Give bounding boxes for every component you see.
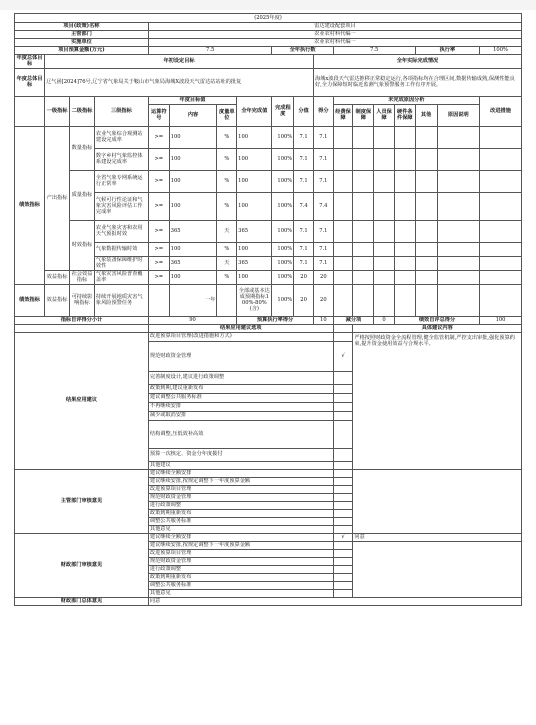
indicator-done: 100 [237,242,272,256]
indicator-op: >= [148,242,169,256]
indicator-score: 7.4 [294,192,314,220]
indicator-op [148,284,169,316]
check-cell [333,509,353,517]
check-cell [333,581,353,589]
dept-value: 农业农村科代编一 [148,31,521,39]
indicator-got: 7.1 [313,242,333,256]
indicator-unit: % [217,270,237,284]
indicator-got: 20 [313,284,333,316]
evaluation-table [14,13,522,606]
apply-option: 完善制度设计,建议进行政策调整 [148,371,333,384]
sub-social: 社会效益指标 [70,270,95,284]
dept-option: 建议继续安排,按规定调整下一年度预算金额 [148,477,333,485]
fin-option: 其他意见 [148,589,333,597]
col-got: 得分 [313,96,333,126]
check-cell [333,411,353,420]
perf-label-2: 绩效指标 [15,284,45,316]
sub-time: 时效指标 [70,220,95,270]
rate-label: 执行率 [415,47,479,55]
dept-option: 进行政策调整 [148,501,333,509]
blank-corner [15,96,45,126]
indicator-score: 7.1 [294,220,314,242]
project-name-label: 项目(政策)名称 [15,23,149,31]
indicator-target: 365 [169,256,217,270]
check-cell [333,393,353,402]
check-cell [333,541,353,549]
indicator-name: 数字乡村气象监控体系建设完成率 [94,148,148,170]
check-cell [333,402,353,411]
apply-option: 政策到期,建议重新发布 [148,384,333,393]
dept-option: 其他意见 [148,525,333,533]
indicator-name: 气候可行性论证和气象灾害风险评估工作完成率 [94,192,148,220]
col-target-group: 年度目标值 [148,96,236,104]
fin-opinion-blank [353,541,522,597]
apply-option: 建议调整公共服务标准 [148,393,333,402]
indicator-done: 100 [237,148,272,170]
final-opinion: 同意 [148,597,521,605]
check-cell [333,477,353,485]
check-cell [333,332,353,341]
goal-row-label: 年度总体目标 [15,55,45,69]
check-cell [333,371,353,384]
dept-review-text [353,469,522,533]
indicator-degree: 100% [272,242,294,256]
indicator-score: 7.1 [294,256,314,270]
indicator-score: 7.1 [294,148,314,170]
apply-option: 不再继续安排 [148,402,333,411]
indicator-target: 100 [169,126,217,148]
results-options-label: 结果应用建议选项 [148,324,333,332]
check-mark: √ [333,341,353,371]
indicator-unit [217,284,237,316]
fin-option: 规范财政资金管理 [148,557,333,565]
total-score: 100 [480,316,522,324]
goal-content-label: 年度总体目标 [15,68,45,96]
apply-option: 减少或取消安排 [148,411,333,420]
col-a3: 人员保障 [374,104,395,126]
indicator-name: 气象数据传输时效 [94,242,148,256]
indicator-target: 365 [169,220,217,242]
self-score-label: 指标自评得分小计 [15,316,149,324]
col-unit: 度量单位 [217,104,237,126]
indicator-degree: 100% [272,284,294,316]
fin-option: 政策到期重新发布 [148,573,333,581]
fin-option: 建议继续全额安排 [148,533,333,541]
indicator-degree: 100% [272,220,294,242]
cat-output: 产出指标 [45,126,70,270]
fin-review-label: 财政部门审核意见 [15,533,149,597]
indicator-target: 100 [169,242,217,256]
indicator-unit: 天 [217,220,237,242]
fin-option: 调整公共服务标准 [148,581,333,589]
indicator-target: 100 [169,192,217,220]
col-score: 分值 [294,96,314,126]
indicator-unit: % [217,170,237,192]
goal-actual-text: 海城x波段天气雷达推移正常稳定运行,各项指标均在合理区间,数据传输成熟,保测性能良好,全力保障短时临近监测气象预警服务工作有序开展。 [313,68,521,96]
indicator-score: 7.1 [294,170,314,192]
indicator-name: 持续开展地质灾害气象风险预警任务 [94,284,148,316]
indicator-target: 一年 [169,284,217,316]
indicator-done: 365 [237,220,272,242]
budget-value: 7.5 [148,47,272,55]
indicator-unit: % [217,192,237,220]
budget-label: 项目预算金额(万元) [15,47,149,55]
fin-option: 进行政策调整 [148,565,333,573]
indicator-got: 20 [313,270,333,284]
exec-label: 全年执行数 [272,47,333,55]
indicator-degree: 100% [272,192,294,220]
indicator-unit: 天 [217,256,237,270]
indicator-unit: % [217,126,237,148]
check-cell [333,525,353,533]
goal-plan-label: 年初设定目标 [45,55,314,69]
col-content: 内容 [169,104,217,126]
indicator-degree: 100% [272,126,294,148]
results-content-label: 具体建议内容 [353,324,522,332]
indicator-op: >= [148,220,169,242]
dept-option: 调整公共服务标准 [148,517,333,525]
col-l2: 二级指标 [70,96,95,126]
cat-benefit: 效益指标 [45,270,70,284]
col-degree: 完成程度 [272,96,294,126]
indicator-done: 全部或基本达成预期指标100%-80%(含) [237,284,272,316]
check-cell [333,485,353,493]
report-year: (2025年度) [15,14,522,23]
col-analysis-group: 未完成原因分析 [333,96,479,104]
perf-label: 绩效指标 [15,126,45,284]
fin-option: 建议继续安排,按规定调整下一年度预算金额 [148,541,333,549]
indicator-got: 7.1 [313,126,333,148]
fin-opinion: 同意 [353,533,522,541]
indicator-got: 7.4 [313,192,333,220]
apply-option: 结构调整,压低效补高效 [148,420,333,448]
check-cell [333,557,353,565]
dept-option: 政策到期重新发布 [148,509,333,517]
indicator-op: >= [148,148,169,170]
dept-option: 建议继续全额安排 [148,469,333,477]
dept-label: 主管部门 [15,31,149,39]
fin-option: 改进预算项目管理 [148,549,333,557]
indicator-score: 7.1 [294,126,314,148]
apply-text: 严格按照财政资金全流程管理,健全监管机制,严控支出审批,强化预算约束,提升资金使用效益与合规水平。 [353,332,522,469]
budget-score: 10 [313,316,333,324]
check-cell [333,493,353,501]
col-a1: 经费保障 [333,104,353,126]
sub-quality: 质量指标 [70,170,95,220]
indicator-done: 100 [237,170,272,192]
col-l3: 三级指标 [94,96,148,126]
indicator-got: 7.1 [313,148,333,170]
check-cell [333,384,353,393]
apply-label: 结果应用建议 [15,332,149,469]
sub-sustain: 可持续影响指标 [70,284,95,316]
check-cell [333,517,353,525]
goal-plan-text: 辽气函[2024]76号,辽宁省气象局关于鞍山市气象局海城X波段天气雷达站站址的批复 [45,68,314,96]
apply-option: 预算一次核定、资金分年度拨付 [148,448,333,461]
deduct-label: 减分项 [333,316,373,324]
total-score-label: 绩效自评总得分 [394,316,479,324]
indicator-done: 365 [237,256,272,270]
indicator-op: >= [148,192,169,220]
apply-option: 规范财政资金管理 [148,341,333,371]
indicator-got: 7.1 [313,220,333,242]
col-a5: 其他 [415,104,437,126]
check-cell [333,420,353,448]
unit-value: 农业农村科代编一 [148,39,521,47]
col-op: 运算符号 [148,104,169,126]
col-done: 全年完成值 [237,96,272,126]
exec-value: 7.5 [333,47,415,55]
final-opinion-label: 财政部门总体意见 [15,597,149,605]
check-cell [333,549,353,557]
indicator-done: 100 [237,126,272,148]
sub-benefit: 效益指标 [45,284,70,316]
check-cell [333,469,353,477]
indicator-op: >= [148,256,169,270]
check-cell [333,573,353,581]
indicator-name: 全省气象专网系统运行正常率 [94,170,148,192]
budget-score-label: 预算执行率得分 [237,316,314,324]
check-col-header [333,324,353,332]
indicator-degree: 100% [272,148,294,170]
indicator-op: >= [148,126,169,148]
indicator-got: 7.1 [313,256,333,270]
indicator-op: >= [148,270,169,284]
indicator-score: 20 [294,270,314,284]
sub-quantity: 数量指标 [70,126,95,170]
indicator-done: 100 [237,270,272,284]
indicator-target: 100 [169,170,217,192]
check-cell [333,501,353,509]
check-cell [333,565,353,573]
indicator-score: 7.1 [294,242,314,256]
indicator-name: 气象灾害风险普查覆盖率 [94,270,148,284]
indicator-degree: 100% [272,256,294,270]
top-bar [0,0,536,10]
results-corner [15,324,149,332]
project-name: 雷达建设配套项目 [148,23,521,31]
col-a6: 原因说明 [437,104,480,126]
indicator-degree: 100% [272,170,294,192]
apply-option: 改进预算项目管理(改进措施和方式) [148,332,333,341]
indicator-target: 100 [169,270,217,284]
indicator-unit: % [217,242,237,256]
indicator-name: 农业气象综合观测站建设完成率 [94,126,148,148]
check-cell [333,589,353,597]
unit-label: 实施单位 [15,39,149,47]
indicator-unit: % [217,148,237,170]
check-cell [333,461,353,469]
indicator-name: 农业气象灾害和农用天气预报时效 [94,220,148,242]
col-fix: 改进措施 [480,96,522,126]
apply-option: 其他建议 [148,461,333,469]
col-a2: 制度保障 [353,104,374,126]
dept-option: 改进预算项目管理 [148,485,333,493]
dept-review-label: 主管部门审核意见 [15,469,149,533]
self-score: 90 [148,316,236,324]
rate-value: 100% [480,47,522,55]
goal-actual-label: 全年实际完成情况 [313,55,521,69]
indicator-name: 气象装备保障维护时效性 [94,256,148,270]
check-cell [333,448,353,461]
indicator-got: 7.1 [313,170,333,192]
indicator-score: 20 [294,284,314,316]
indicator-op: >= [148,170,169,192]
col-l1: 一级指标 [45,96,70,126]
indicator-target: 100 [169,148,217,170]
dept-option: 规范财政资金管理 [148,493,333,501]
col-a4: 硬件条件保障 [394,104,415,126]
deduct-value: 0 [374,316,395,324]
check-mark: √ [333,533,353,541]
indicator-done: 100 [237,192,272,220]
indicator-degree: 100% [272,270,294,284]
